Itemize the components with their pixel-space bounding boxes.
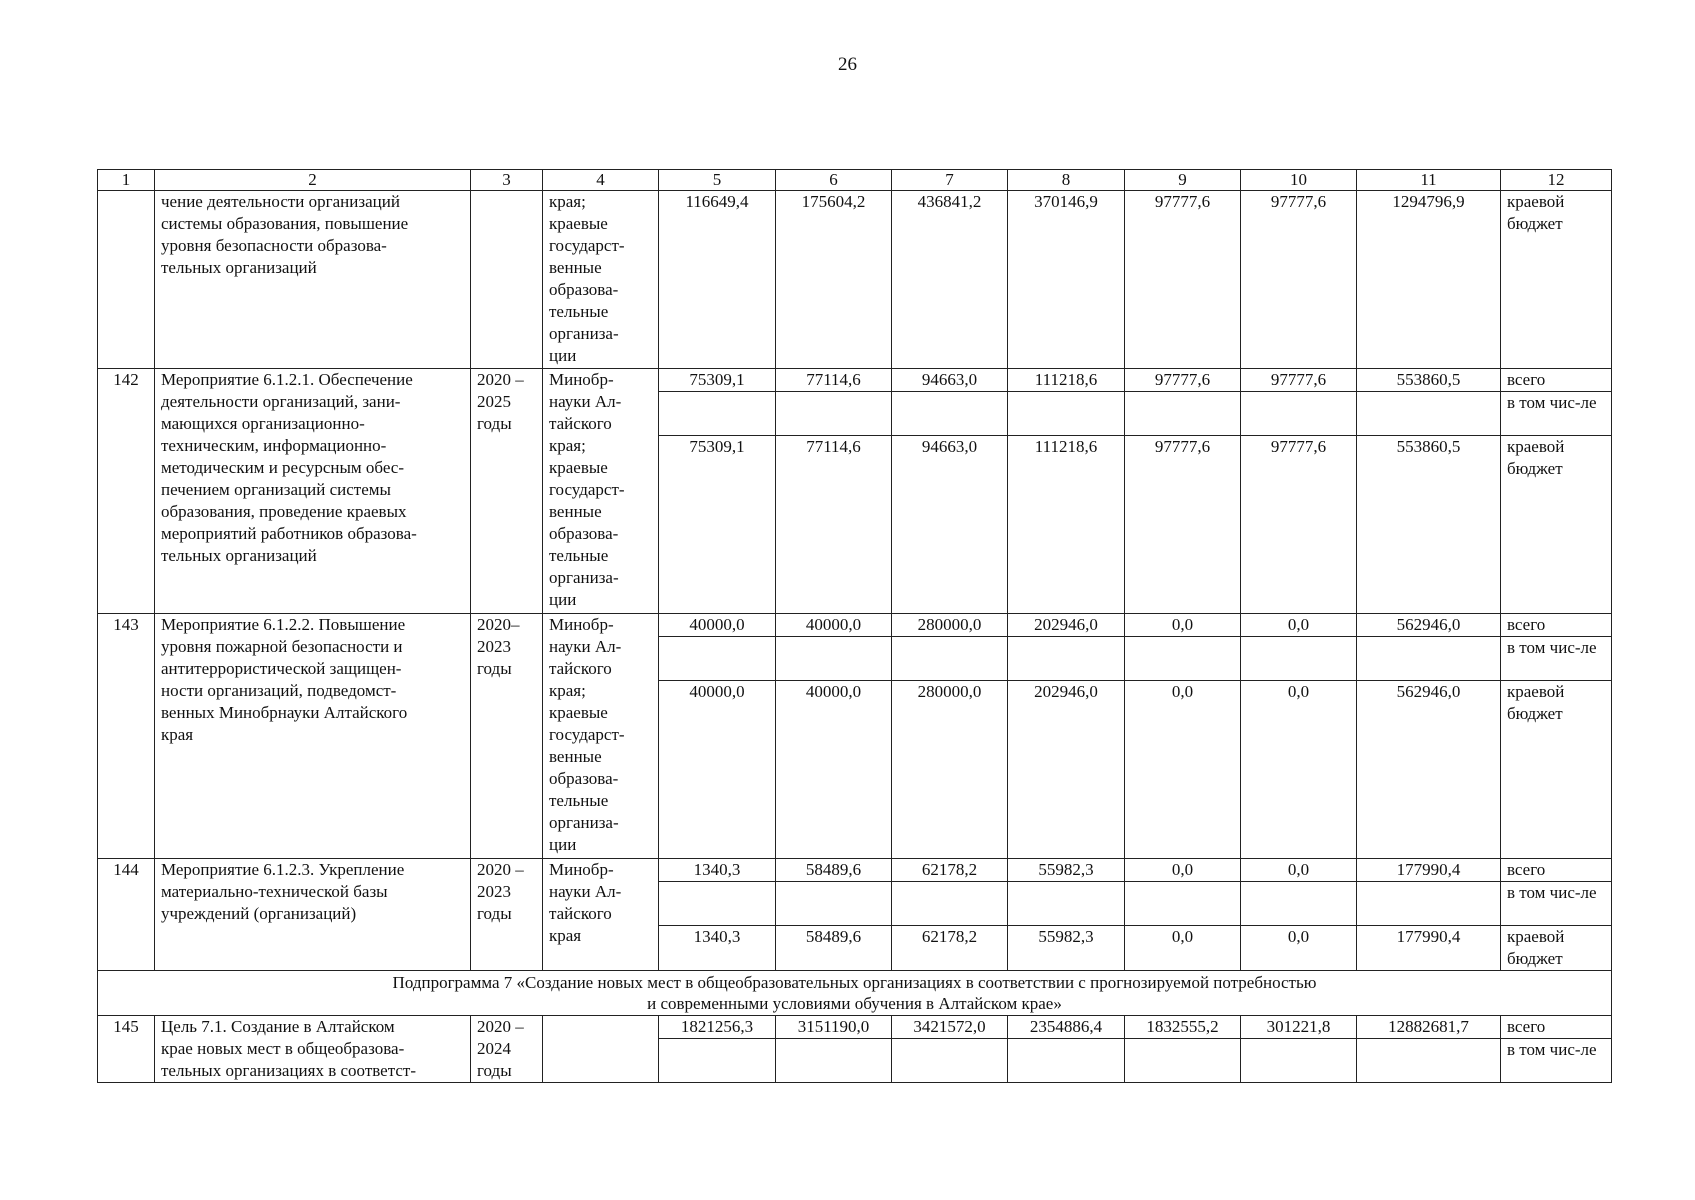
text-line: венные xyxy=(549,258,602,277)
value-cell: 436841,2 xyxy=(892,191,1008,369)
row-number: 142 xyxy=(98,369,155,614)
empty-value-cell xyxy=(1241,1039,1357,1083)
empty-value-cell xyxy=(1357,882,1501,926)
text-line: тельных организаций xyxy=(161,258,317,277)
empty-value-cell xyxy=(1241,882,1357,926)
label-total: всего xyxy=(1501,614,1612,637)
empty-value-cell xyxy=(1008,882,1125,926)
total-value-cell: 1821256,3 xyxy=(659,1016,776,1039)
table-row xyxy=(98,369,1612,392)
text-line: государст- xyxy=(549,480,625,499)
text-line: мающихся организационно- xyxy=(161,414,365,433)
table-row xyxy=(98,614,1612,637)
text-line: тайского xyxy=(549,414,612,433)
text-line: Мероприятие 6.1.2.3. Укрепление xyxy=(161,860,405,879)
empty-value-cell xyxy=(1357,392,1501,436)
text-line: мероприятий работников образова- xyxy=(161,524,417,543)
subprogram-title xyxy=(98,971,1612,1016)
text-line: Цель 7.1. Создание в Алтайском xyxy=(161,1017,395,1036)
budget-value-cell: 94663,0 xyxy=(892,436,1008,614)
budget-value-cell: 77114,6 xyxy=(776,436,892,614)
budget-value-cell: 40000,0 xyxy=(776,681,892,859)
row-number: 143 xyxy=(98,614,155,859)
empty-value-cell xyxy=(892,637,1008,681)
text-line: краевые xyxy=(549,458,608,477)
empty-value-cell xyxy=(776,1039,892,1083)
text-line: государст- xyxy=(549,236,625,255)
text-line: края; xyxy=(549,192,586,211)
text-line: края xyxy=(161,725,194,744)
text-line: системы образования, повышение xyxy=(161,214,409,233)
empty-value-cell xyxy=(659,637,776,681)
text-line: Минобр- xyxy=(549,860,614,879)
total-value-cell: 97777,6 xyxy=(1125,369,1241,392)
label-total: всего xyxy=(1501,369,1612,392)
total-value-cell: 62178,2 xyxy=(892,859,1008,882)
value-cell: 97777,6 xyxy=(1125,191,1241,369)
empty-value-cell xyxy=(1125,637,1241,681)
value-cell: 1294796,9 xyxy=(1357,191,1501,369)
value-cell: 370146,9 xyxy=(1008,191,1125,369)
total-value-cell: 55982,3 xyxy=(1008,859,1125,882)
text-line: края xyxy=(549,926,582,945)
text-line: тайского xyxy=(549,659,612,678)
text-line: тайского xyxy=(549,904,612,923)
empty-value-cell xyxy=(659,882,776,926)
empty-value-cell xyxy=(1125,1039,1241,1083)
text-line: годы xyxy=(477,659,512,678)
label-total: всего xyxy=(1501,1016,1612,1039)
funding-source: краевой бюджет xyxy=(1501,191,1612,369)
column-header: 1 xyxy=(98,170,155,191)
text-line: 2023 xyxy=(477,637,511,656)
budget-value-cell: 202946,0 xyxy=(1008,681,1125,859)
budget-value-cell: 111218,6 xyxy=(1008,436,1125,614)
budget-value-cell: 58489,6 xyxy=(776,926,892,971)
text-line: 2020 – xyxy=(477,1017,524,1036)
empty-value-cell xyxy=(659,1039,776,1083)
budget-value-cell: 562946,0 xyxy=(1357,681,1501,859)
budget-value-cell: 280000,0 xyxy=(892,681,1008,859)
empty-value-cell xyxy=(1008,637,1125,681)
total-value-cell: 553860,5 xyxy=(1357,369,1501,392)
column-header: 11 xyxy=(1357,170,1501,191)
total-value-cell: 0,0 xyxy=(1241,614,1357,637)
text-line: ции xyxy=(549,346,577,365)
text-line: тельных организаций xyxy=(161,546,317,565)
total-value-cell: 1832555,2 xyxy=(1125,1016,1241,1039)
text-line: краевые xyxy=(549,214,608,233)
text-line: Мероприятие 6.1.2.2. Повышение xyxy=(161,615,406,634)
empty-value-cell xyxy=(1241,637,1357,681)
total-value-cell: 0,0 xyxy=(1125,859,1241,882)
column-header: 2 xyxy=(155,170,471,191)
row-period xyxy=(471,191,543,369)
text-line: годы xyxy=(477,414,512,433)
total-value-cell: 2354886,4 xyxy=(1008,1016,1125,1039)
row-description xyxy=(155,191,471,369)
row-period xyxy=(471,369,543,614)
budget-value-cell: 0,0 xyxy=(1241,681,1357,859)
column-header: 10 xyxy=(1241,170,1357,191)
text-line: тельных организациях в соответст- xyxy=(161,1061,416,1080)
budget-value-cell: 0,0 xyxy=(1125,681,1241,859)
budget-value-cell: 1340,3 xyxy=(659,926,776,971)
text-line: годы xyxy=(477,904,512,923)
text-line: ции xyxy=(549,835,577,854)
text-line: уровня безопасности образова- xyxy=(161,236,387,255)
text-line: чение деятельности организаций xyxy=(161,192,400,211)
table-row xyxy=(98,859,1612,882)
text-line: тельные xyxy=(549,546,609,565)
total-value-cell: 75309,1 xyxy=(659,369,776,392)
text-line: Минобр- xyxy=(549,615,614,634)
column-header: 3 xyxy=(471,170,543,191)
text-line: венные xyxy=(549,502,602,521)
total-value-cell: 40000,0 xyxy=(659,614,776,637)
text-line: антитеррористической защищен- xyxy=(161,659,402,678)
budget-value-cell: 75309,1 xyxy=(659,436,776,614)
text-line: техническим, информационно- xyxy=(161,436,387,455)
budget-value-cell: 553860,5 xyxy=(1357,436,1501,614)
total-value-cell: 97777,6 xyxy=(1241,369,1357,392)
column-header: 12 xyxy=(1501,170,1612,191)
empty-value-cell xyxy=(1357,637,1501,681)
text-line: венных Минобрнауки Алтайского xyxy=(161,703,408,722)
empty-value-cell xyxy=(776,882,892,926)
total-value-cell: 0,0 xyxy=(1125,614,1241,637)
column-header: 9 xyxy=(1125,170,1241,191)
row-number: 144 xyxy=(98,859,155,971)
label-including: в том чис-ле xyxy=(1501,637,1612,681)
budget-value-cell: 0,0 xyxy=(1241,926,1357,971)
total-value-cell: 3151190,0 xyxy=(776,1016,892,1039)
column-header: 4 xyxy=(543,170,659,191)
budget-value-cell: 0,0 xyxy=(1125,926,1241,971)
text-line: образова- xyxy=(549,524,619,543)
program-table xyxy=(97,169,1612,1083)
text-line: образова- xyxy=(549,769,619,788)
row-executor xyxy=(543,1016,659,1083)
total-value-cell: 111218,6 xyxy=(1008,369,1125,392)
empty-value-cell xyxy=(892,882,1008,926)
total-value-cell: 77114,6 xyxy=(776,369,892,392)
budget-value-cell: 62178,2 xyxy=(892,926,1008,971)
empty-value-cell xyxy=(776,637,892,681)
total-value-cell: 58489,6 xyxy=(776,859,892,882)
row-period xyxy=(471,614,543,859)
empty-value-cell xyxy=(659,392,776,436)
label-budget: краевой бюджет xyxy=(1501,436,1612,614)
value-cell: 97777,6 xyxy=(1241,191,1357,369)
empty-value-cell xyxy=(1008,1039,1125,1083)
text-line: Мероприятие 6.1.2.1. Обеспечение xyxy=(161,370,413,389)
value-cell: 175604,2 xyxy=(776,191,892,369)
row-description xyxy=(155,614,471,859)
text-line: печением организаций системы xyxy=(161,480,391,499)
total-value-cell: 301221,8 xyxy=(1241,1016,1357,1039)
label-budget: краевой бюджет xyxy=(1501,681,1612,859)
column-header: 5 xyxy=(659,170,776,191)
budget-value-cell: 55982,3 xyxy=(1008,926,1125,971)
text-line: методическим и ресурсным обес- xyxy=(161,458,405,477)
column-header: 7 xyxy=(892,170,1008,191)
text-line: науки Ал- xyxy=(549,637,622,656)
empty-value-cell xyxy=(1125,882,1241,926)
total-value-cell: 3421572,0 xyxy=(892,1016,1008,1039)
row-executor xyxy=(543,191,659,369)
row-executor xyxy=(543,369,659,614)
text-line: ции xyxy=(549,590,577,609)
text-line: тельные xyxy=(549,791,609,810)
text-line: государст- xyxy=(549,725,625,744)
total-value-cell: 12882681,7 xyxy=(1357,1016,1501,1039)
row-period xyxy=(471,859,543,971)
label-including: в том чис-ле xyxy=(1501,392,1612,436)
total-value-cell: 1340,3 xyxy=(659,859,776,882)
budget-value-cell: 97777,6 xyxy=(1125,436,1241,614)
subprogram-title-line: Подпрограмма 7 «Создание новых мест в общеобразовательных организациях в соответствии с прогнозируемой потребностью xyxy=(392,973,1317,992)
value-cell: 116649,4 xyxy=(659,191,776,369)
text-line: 2023 xyxy=(477,882,511,901)
empty-value-cell xyxy=(892,392,1008,436)
total-value-cell: 280000,0 xyxy=(892,614,1008,637)
text-line: 2025 xyxy=(477,392,511,411)
text-line: 2024 xyxy=(477,1039,511,1058)
text-line: краевые xyxy=(549,703,608,722)
text-line: венные xyxy=(549,747,602,766)
text-line: края; xyxy=(549,681,586,700)
row-description xyxy=(155,859,471,971)
budget-value-cell: 177990,4 xyxy=(1357,926,1501,971)
total-value-cell: 562946,0 xyxy=(1357,614,1501,637)
text-line: ности организаций, подведомст- xyxy=(161,681,397,700)
total-value-cell: 40000,0 xyxy=(776,614,892,637)
text-line: материально-технической базы xyxy=(161,882,388,901)
text-line: тельные xyxy=(549,302,609,321)
text-line: науки Ал- xyxy=(549,882,622,901)
table-row xyxy=(98,191,1612,369)
total-value-cell: 202946,0 xyxy=(1008,614,1125,637)
text-line: годы xyxy=(477,1061,512,1080)
row-description xyxy=(155,1016,471,1083)
text-line: 2020 – xyxy=(477,860,524,879)
text-line: организа- xyxy=(549,813,619,832)
text-line: края; xyxy=(549,436,586,455)
row-executor xyxy=(543,614,659,859)
total-value-cell: 177990,4 xyxy=(1357,859,1501,882)
row-number: 145 xyxy=(98,1016,155,1083)
empty-value-cell xyxy=(1357,1039,1501,1083)
label-total: всего xyxy=(1501,859,1612,882)
text-line: учреждений (организаций) xyxy=(161,904,357,923)
budget-value-cell: 97777,6 xyxy=(1241,436,1357,614)
subprogram-title-line: и современными условиями обучения в Алтайском крае» xyxy=(647,994,1062,1013)
subprogram-row xyxy=(98,971,1612,1016)
row-description xyxy=(155,369,471,614)
total-value-cell: 0,0 xyxy=(1241,859,1357,882)
label-including: в том чис-ле xyxy=(1501,882,1612,926)
text-line: образования, проведение краевых xyxy=(161,502,407,521)
row-number xyxy=(98,191,155,369)
empty-value-cell xyxy=(776,392,892,436)
text-line: организа- xyxy=(549,324,619,343)
label-including: в том чис-ле xyxy=(1501,1039,1612,1083)
column-number-row xyxy=(98,170,1612,191)
row-period xyxy=(471,1016,543,1083)
empty-value-cell xyxy=(1241,392,1357,436)
row-executor xyxy=(543,859,659,971)
column-header: 6 xyxy=(776,170,892,191)
table-row xyxy=(98,1016,1612,1039)
text-line: Минобр- xyxy=(549,370,614,389)
text-line: крае новых мест в общеобразова- xyxy=(161,1039,405,1058)
page-number: 26 xyxy=(838,54,857,75)
empty-value-cell xyxy=(892,1039,1008,1083)
text-line: науки Ал- xyxy=(549,392,622,411)
text-line: уровня пожарной безопасности и xyxy=(161,637,403,656)
text-line: 2020– xyxy=(477,615,520,634)
budget-value-cell: 40000,0 xyxy=(659,681,776,859)
label-budget: краевой бюджет xyxy=(1501,926,1612,971)
text-line: образова- xyxy=(549,280,619,299)
column-header: 8 xyxy=(1008,170,1125,191)
empty-value-cell xyxy=(1008,392,1125,436)
text-line: организа- xyxy=(549,568,619,587)
total-value-cell: 94663,0 xyxy=(892,369,1008,392)
text-line: деятельности организаций, зани- xyxy=(161,392,401,411)
empty-value-cell xyxy=(1125,392,1241,436)
text-line: 2020 – xyxy=(477,370,524,389)
